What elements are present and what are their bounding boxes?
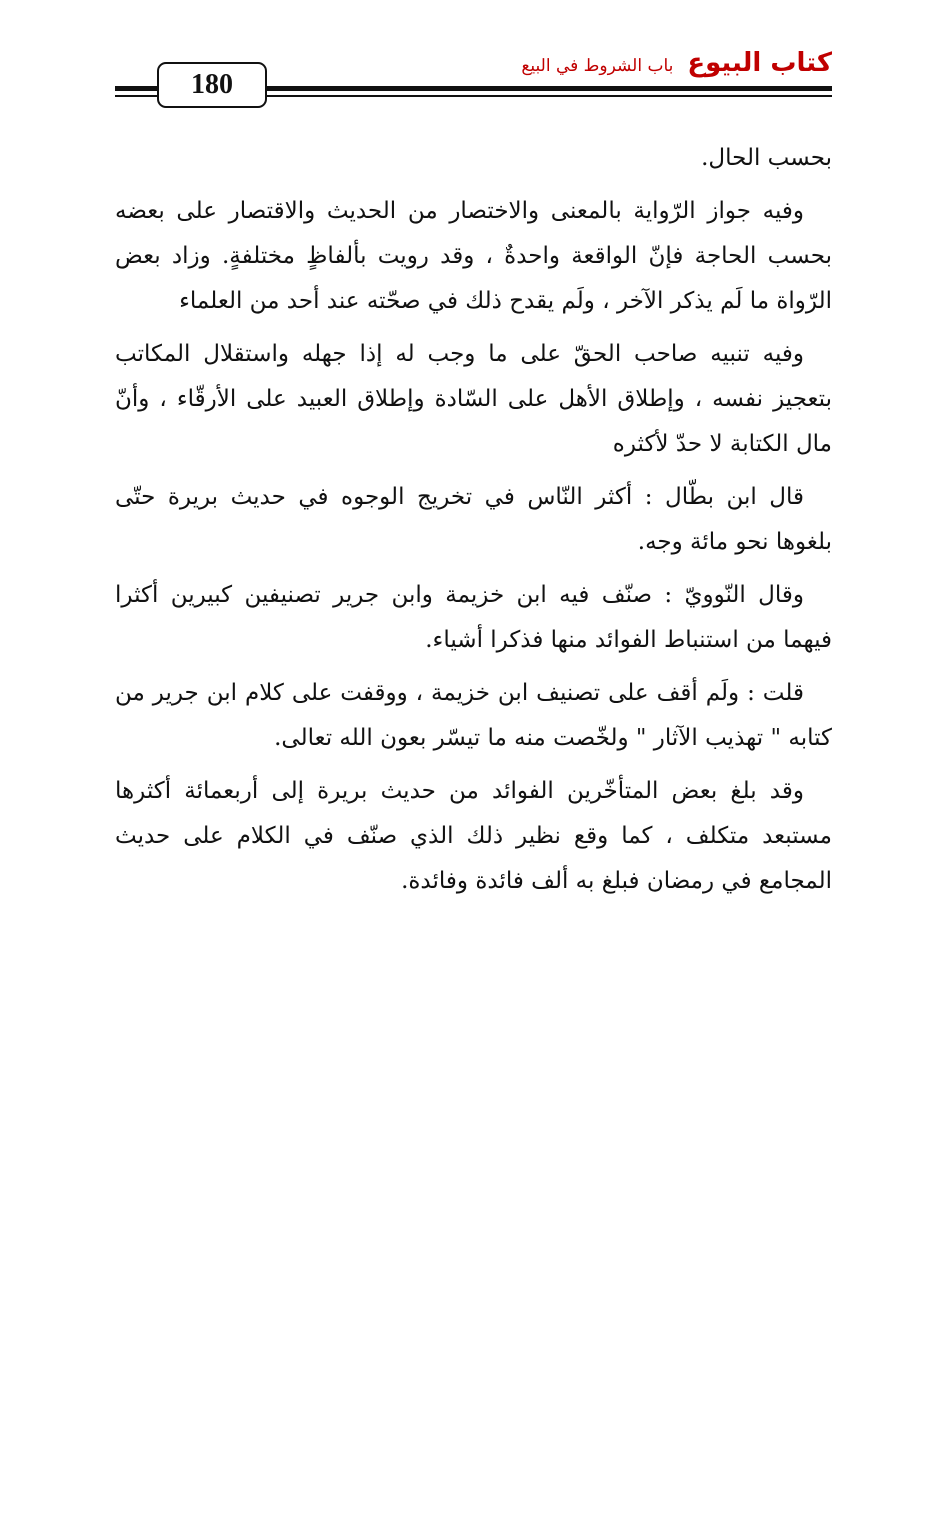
paragraph: وقال النّوويّ : صنّف فيه ابن خزيمة وابن جرير تصنيفين كبيرين أكثرا فيهما من استنباط الفوائد منها فذكرا أشياء. <box>115 582 832 653</box>
paragraph: بحسب الحال. <box>701 145 832 171</box>
page-body <box>115 136 832 912</box>
paragraph: قال ابن بطّال : أكثر النّاس في تخريج الوجوه في حديث بريرة حتّى بلغوها نحو مائة وجه. <box>115 484 832 555</box>
page-header <box>115 50 832 112</box>
page-number: 180 <box>157 62 267 108</box>
running-head <box>521 48 832 78</box>
paragraph: وفيه تنبيه صاحب الحقّ على ما وجب له إذا جهله واستقلال المكاتب بتعجيز نفسه ، وإطلاق الأهل على السّادة وإطلاق العبيد على الأرقّاء ، وأنّ مال الكتابة لا حدّ لأكثره <box>115 341 832 457</box>
book-title: كتاب البيوع <box>687 48 832 78</box>
chapter-title: باب الشروط في البيع <box>521 56 674 76</box>
paragraph: قلت : ولَم أقف على تصنيف ابن خزيمة ، ووقفت على كلام ابن جرير من كتابه " تهذيب الآثار " ولخّصت منه ما تيسّر بعون الله تعالى. <box>115 680 832 751</box>
paragraph: وقد بلغ بعض المتأخّرين الفوائد من حديث بريرة إلى أربعمائة أكثرها مستبعد متكلف ، كما وقع نظير ذلك الذي صنّف في الكلام على حديث المجامع في رمضان فبلغ به ألف فائدة وفائدة. <box>115 778 832 894</box>
paragraph: وفيه جواز الرّواية بالمعنى والاختصار من الحديث والاقتصار على بعضه بحسب الحاجة فإنّ الواقعة واحدةٌ ، وقد رويت بألفاظٍ مختلفةٍ. وزاد بعض الرّواة ما لَم يذكر الآخر ، ولَم يقدح ذلك في صحّته عند أحد من العلماء <box>115 198 832 314</box>
